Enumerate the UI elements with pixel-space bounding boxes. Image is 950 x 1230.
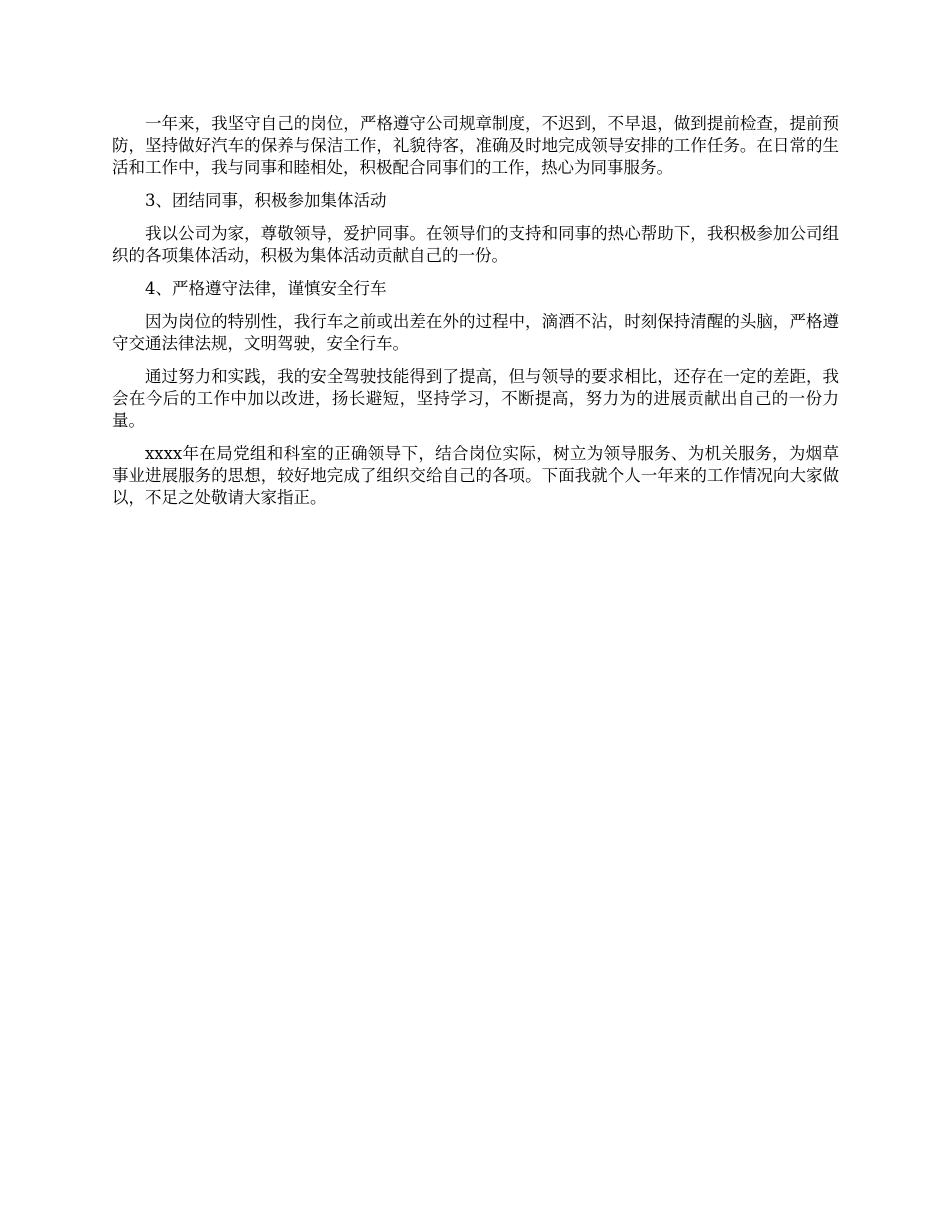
paragraph-collective-activities: 我以公司为家，尊敬领导，爱护同事。在领导们的支持和同事的热心帮助下，我积极参加公司组织的各项集体活动，积极为集体活动贡献自己的一份。	[112, 224, 839, 265]
paragraph-improvement: 通过努力和实践，我的安全驾驶技能得到了提高，但与领导的要求相比，还存在一定的差距，我会在今后的工作中加以改进，扬长避短，坚持学习，不断提高，努力为的进展贡献出自己的一份力量。	[112, 367, 839, 430]
paragraph-annual-summary: xxxx年在局党组和科室的正确领导下，结合岗位实际，树立为领导服务、为机关服务，为烟草事业进展服务的思想，较好地完成了组织交给自己的各项。下面我就个人一年来的工作情况向大家做以，不足之处敬请大家指正。	[112, 444, 839, 507]
document-body	[112, 113, 839, 520]
paragraph-work-duties: 一年来，我坚守自己的岗位，严格遵守公司规章制度，不迟到，不早退，做到提前检查，提前预防，坚持做好汽车的保养与保洁工作，礼貌待客，准确及时地完成领导安排的工作任务。在日常的生活和工作中，我与同事和睦相处，积极配合同事们的工作，热心为同事服务。	[112, 114, 839, 177]
heading-unite-colleagues: 3、团结同事，积极参加集体活动	[145, 191, 387, 210]
paragraph-safe-driving: 因为岗位的特别性，我行车之前或出差在外的过程中，滴酒不沾，时刻保持清醒的头脑，严格遵守交通法律法规，文明驾驶，安全行车。	[112, 312, 839, 353]
heading-obey-law: 4、严格遵守法律，谨慎安全行车	[145, 279, 387, 298]
